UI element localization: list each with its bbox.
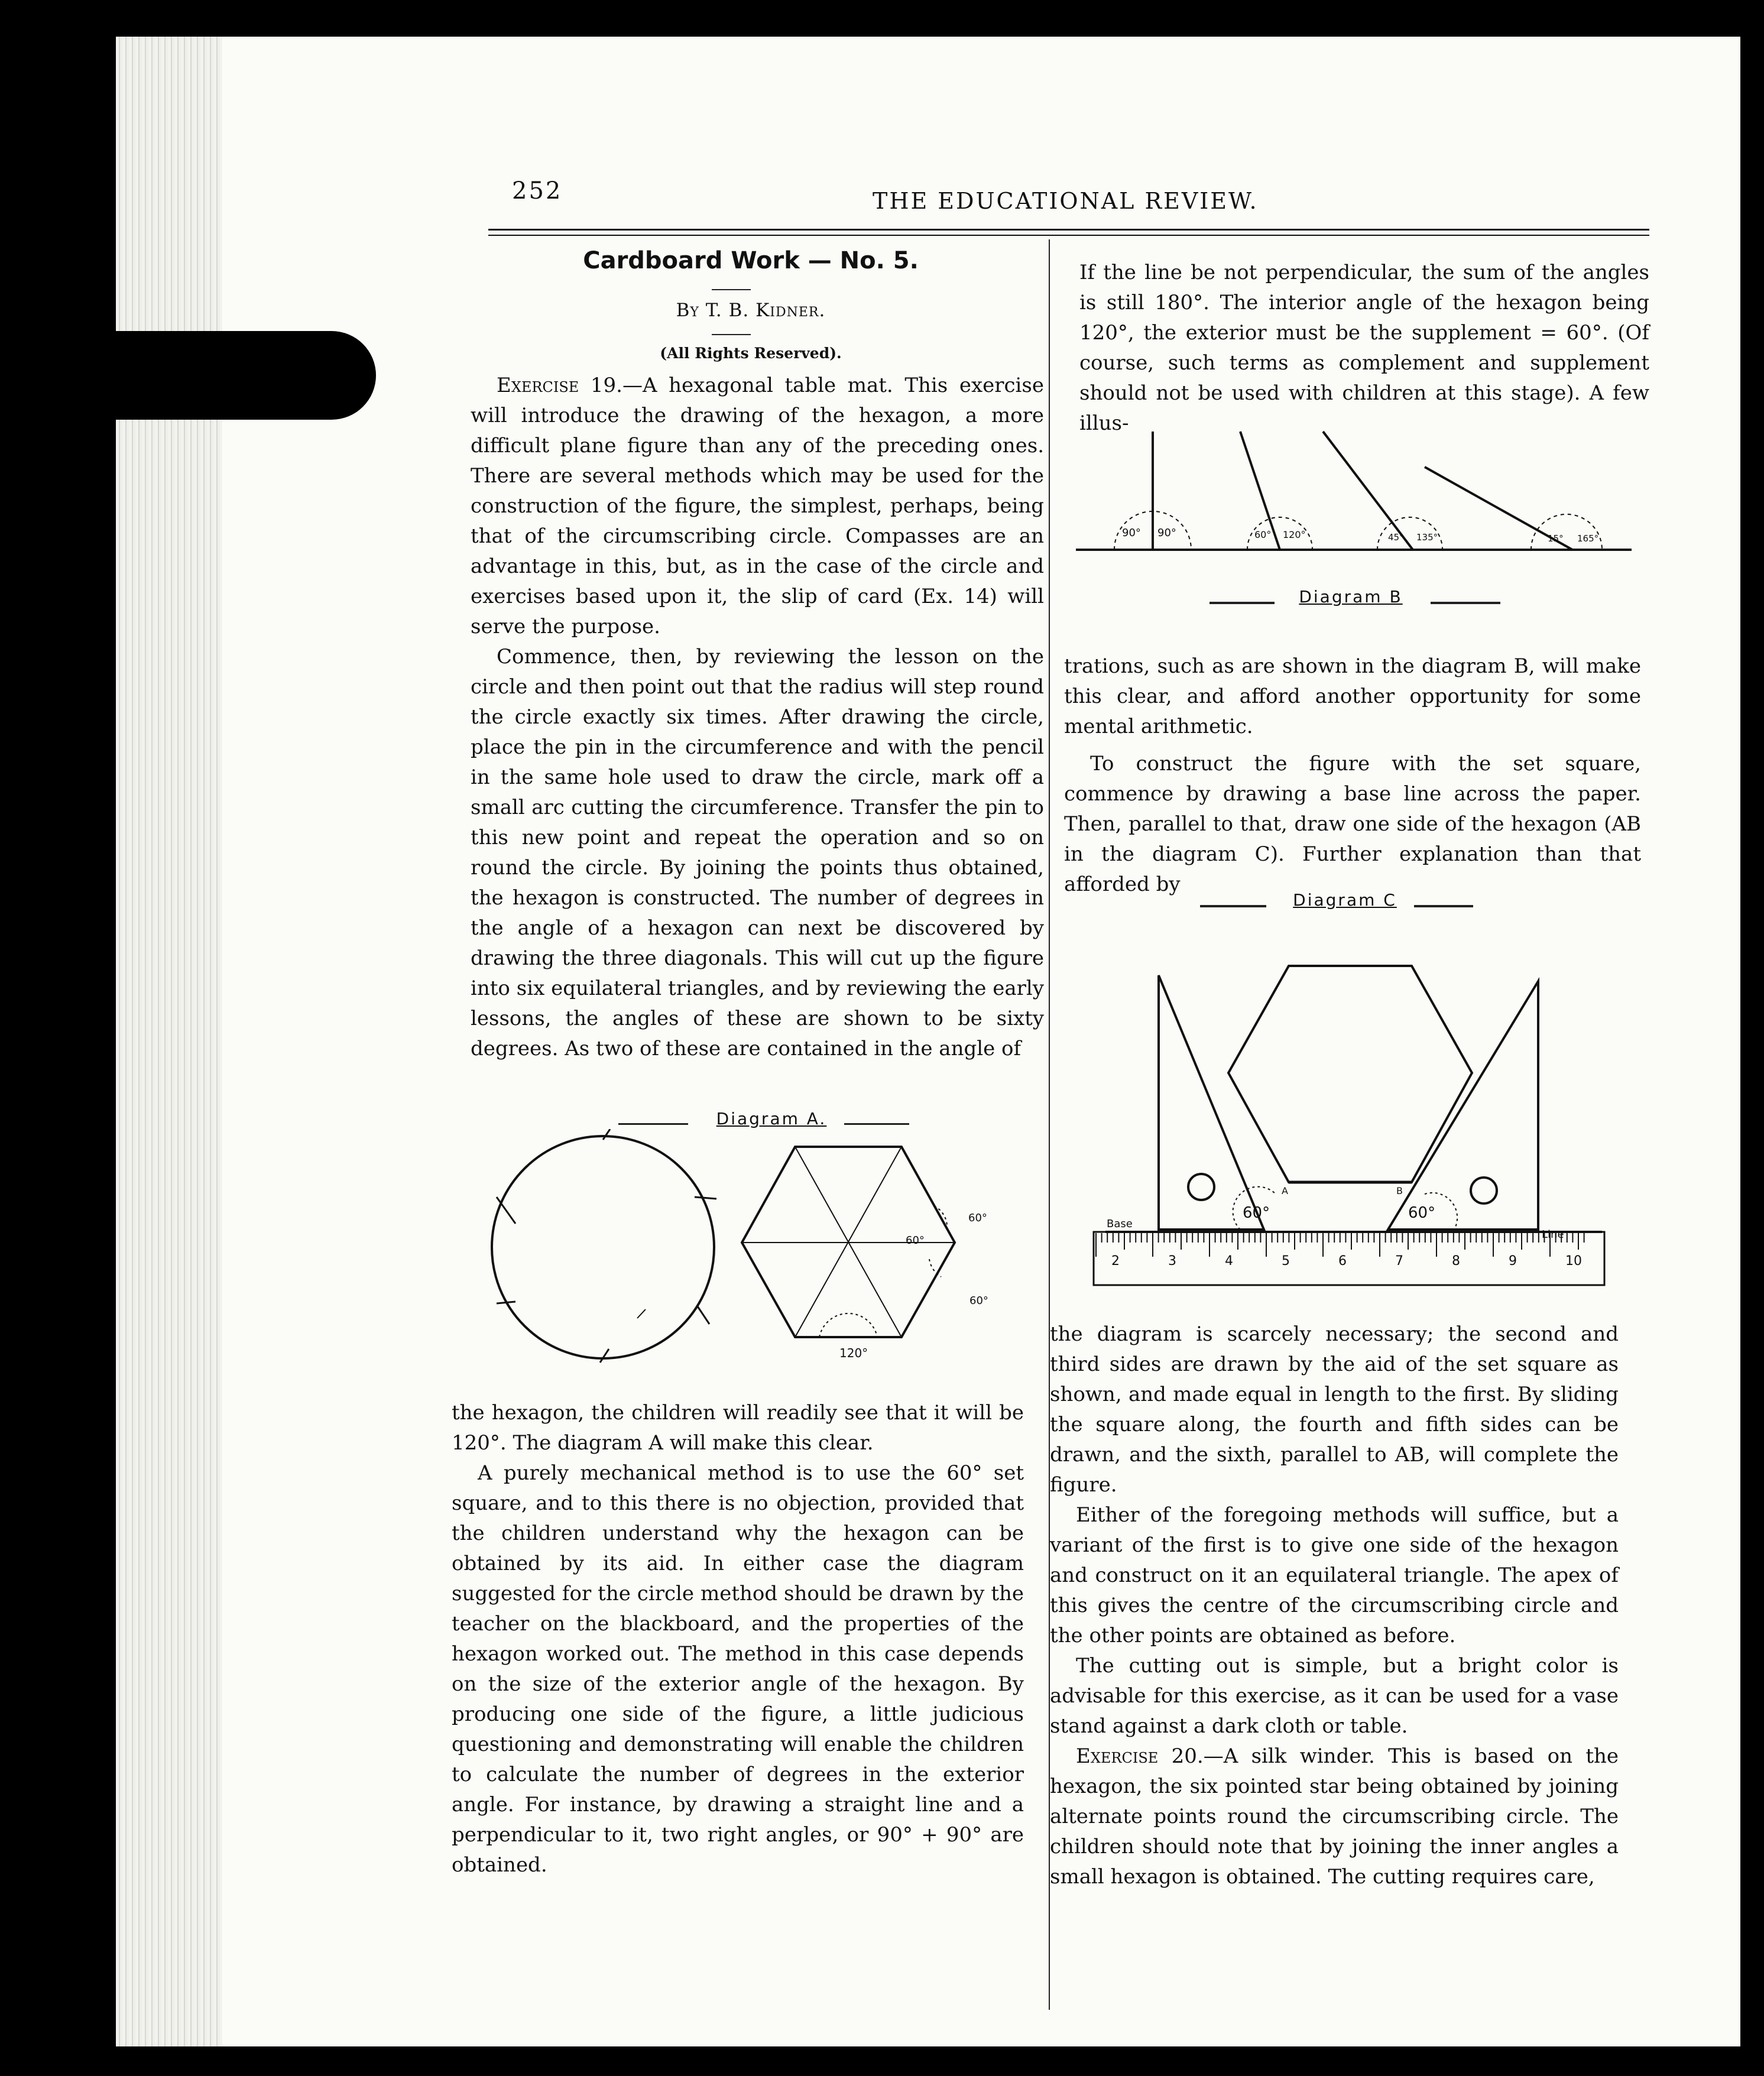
header-rule-top <box>488 229 1649 231</box>
ruler-num: 5 <box>1282 1254 1290 1269</box>
set-square-hole-right <box>1471 1178 1497 1204</box>
thumb-shadow <box>116 331 376 420</box>
paragraph-perpendicular: If the line be not perpendicular, the sum of the angles is still 180°. The interior angle of the hexagon being 120°, the exterior must be the supplement = 60°. (Of course, such terms as complement and supplement should not be used with children at this stage). A few illus- <box>1079 261 1649 435</box>
point-a: A <box>1282 1185 1288 1196</box>
diagram-a-figure <box>485 1129 1052 1383</box>
article-title: Cardboard Work — No. 5. <box>583 247 919 274</box>
ruler-num: 9 <box>1509 1254 1517 1269</box>
arc-mark-lower-right <box>698 1306 709 1324</box>
ruler-num: 3 <box>1168 1254 1176 1269</box>
paragraph-trations: trations, such as are shown in the diagram B, will make this clear, and afford another opportunity for some mental arithmetic. <box>1064 654 1641 738</box>
exercise-lead: Exercise <box>497 374 579 397</box>
arc-mark-top <box>603 1129 610 1140</box>
arc-mark-bottom <box>600 1349 609 1363</box>
b-label-4: 120° <box>1283 529 1306 540</box>
paragraph-hexagon-angle: the hexagon, the children will readily see that it will be 120°. The diagram A will make this clear. <box>452 1401 1024 1455</box>
arc-mark-upper-right <box>695 1197 716 1199</box>
diagram-b-figure <box>1076 414 1637 562</box>
left-text-top <box>471 371 1044 1064</box>
b-label-2: 90° <box>1157 527 1176 539</box>
paragraph-commence: Commence, then, by reviewing the lesson on the circle and then point out that the radius will step round the circle exactly six times. After drawing the circle, place the pin in the circumference and with the pencil in the same hole used to draw the circle, mark off a small arc cutting the circumference. Transfer the pin to this new point and repeat the operation and so on round the circle. By joining the points thus obtained, the hexagon is constructed. The number of degrees in the angle of a hexagon can next be discovered by drawing the three diagonals. This will cut up the figure into six equilateral triangles, and by reviewing the early lessons, the angles of these are shown to be sixty degrees. As two of these are contained in the angle of <box>471 645 1044 1060</box>
exercise-19-text: 19.—A hexagonal table mat. This exercise will introduce the drawing of the hexagon, a more difficult plane figure than any of the preceding ones. There are several methods which may be used for the construction of the figure, the simplest, perhaps, being that of the circumscribing circle. Compasses are an advantage in this, but, as in the case of the circle and exercises based upon it, the slip of card (Ex. 14) will serve the purpose. <box>471 374 1044 638</box>
label-60-b: 60° <box>906 1234 925 1247</box>
paragraph-set-square: To construct the figure with the set square, commence by drawing a base line across the paper. Then, parallel to that, draw one side of the hexagon (AB in the diagram C). Further explanation than that afforded by <box>1064 752 1641 896</box>
set-square-left <box>1159 975 1264 1230</box>
diagram-b-rule-left <box>1209 602 1275 604</box>
exercise-lead: Exercise <box>1076 1744 1159 1768</box>
label-120: 120° <box>839 1346 868 1360</box>
right-text-bottom <box>1050 1319 1619 1892</box>
exercise-20-text: 20.—A silk winder. This is based on the hexagon, the six pointed star being obtained by joining alternate points round the circumscribing circle. The children should note that by joining the inner angles a small hexagon is obtained. The cutting requires care, <box>1050 1744 1619 1889</box>
paragraph-variant: Either of the foregoing methods will suffice, but a variant of the first is to give one side of the hexagon and construct on it an equilateral triangle. The apex of this gives the centre of the circumscribing circle and the other points are obtained as before. <box>1050 1503 1619 1647</box>
arc-mark-stray <box>637 1309 646 1318</box>
byline-ornament <box>712 334 751 335</box>
diagram-a-rule-right <box>844 1123 909 1125</box>
ruler-num: 8 <box>1452 1254 1460 1269</box>
left-text-bottom <box>452 1398 1024 1880</box>
ruler-num: 4 <box>1225 1254 1233 1269</box>
set-square-hole-left <box>1188 1174 1214 1200</box>
angle-c-left: 60° <box>1243 1204 1270 1222</box>
rights-notice: (All Rights Reserved). <box>660 345 842 362</box>
b-label-5: 45° <box>1388 532 1404 543</box>
line-label: Line <box>1542 1228 1564 1241</box>
b-label-6: 135° <box>1416 532 1438 543</box>
b-label-8: 165° <box>1577 533 1599 544</box>
ruler-num: 6 <box>1338 1254 1347 1269</box>
b-label-1: 90° <box>1122 527 1141 539</box>
b-label-7: 15° <box>1548 533 1564 544</box>
set-square-right <box>1388 981 1538 1230</box>
title-ornament <box>712 289 751 290</box>
ruler-ticks <box>1096 1233 1584 1257</box>
ruler-num: 7 <box>1395 1254 1403 1269</box>
diagram-c-figure <box>1064 946 1608 1312</box>
diagram-c-rule-left <box>1200 905 1266 907</box>
right-text-mid <box>1064 651 1641 900</box>
paragraph-mechanical-method: A purely mechanical method is to use the 60° set square, and to this there is no objection, provided that the children understand why the hexagon can be obtained by its aid. In either case the diagram suggested for the circle method should be drawn by the teacher on the blackboard, and the properties of the hexagon worked out. The method in this case depends on the size of the exterior angle of the hexagon. By producing one side of the figure, a little judicious questioning and demonstrating will enable the children to calculate the number of degrees in the exterior angle. For instance, by drawing a straight line and a perpendicular to it, two right angles, or 90° + 90° are obtained. <box>452 1461 1024 1877</box>
diagram-c-title: Diagram C <box>1293 890 1397 910</box>
diagram-b-title: Diagram B <box>1299 587 1403 606</box>
ruler-num: 2 <box>1111 1254 1120 1269</box>
paragraph-cutting-out: The cutting out is simple, but a bright color is advisable for this exercise, as it can be used for a vase stand against a dark cloth or table. <box>1050 1654 1619 1738</box>
paragraph-diagram-necessary: the diagram is scarcely necessary; the second and third sides are drawn by the aid of the set square as shown, and made equal in length to the first. By sliding the square along, the fourth and fifth sides can be drawn, and the sixth, parallel to AB, will complete the figure. <box>1050 1322 1619 1497</box>
point-b: B <box>1396 1185 1403 1196</box>
ruler-num: 10 <box>1565 1254 1582 1269</box>
diagram-c-rule-right <box>1414 905 1473 907</box>
label-60-c: 60° <box>969 1295 988 1307</box>
paragraph-exercise-20 <box>1050 1741 1619 1892</box>
circumscribing-circle <box>492 1136 714 1358</box>
angle-c-right: 60° <box>1408 1204 1436 1222</box>
arc-mark-lower-left <box>497 1302 515 1303</box>
journal-title: THE EDUCATIONAL REVIEW. <box>873 188 1259 214</box>
diagram-b-rule-right <box>1431 602 1500 604</box>
angle-arc-bottom <box>819 1313 877 1337</box>
page-number: 252 <box>512 177 563 205</box>
right-text-top <box>1079 258 1649 439</box>
paragraph-exercise-19 <box>471 371 1044 642</box>
diagram-a-rule-left <box>618 1123 688 1125</box>
base-label: Base <box>1107 1218 1133 1230</box>
ruler-numbers <box>1111 1254 1582 1269</box>
b-label-3: 60° <box>1254 529 1272 540</box>
label-60-a: 60° <box>968 1212 987 1224</box>
diagram-a-title: Diagram A. <box>716 1109 827 1128</box>
header-rule-bottom <box>488 235 1649 236</box>
byline: By T. B. Kidner. <box>676 300 826 321</box>
